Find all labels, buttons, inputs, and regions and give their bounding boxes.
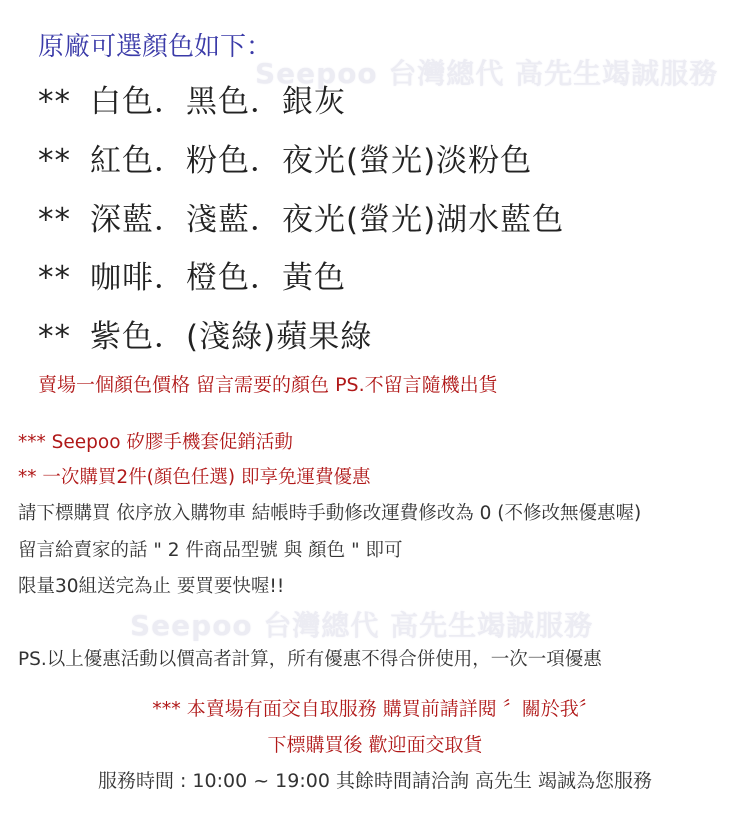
- watermark-middle: Seepoo 台灣總代 高先生竭誠服務: [130, 609, 594, 642]
- promo-message-note: 留言給賣家的話 " 2 件商品型號 與 顏色 " 即可: [18, 540, 403, 561]
- promo-headline: *** Seepoo 矽膠手機套促銷活動: [18, 432, 293, 453]
- color-options: 深藍．淺藍．夜光(螢光)湖水藍色: [90, 202, 565, 238]
- color-line-5: [38, 311, 372, 356]
- color-options: 紅色．粉色．夜光(螢光)淡粉色: [90, 143, 533, 179]
- color-note: 賣場一個顏色價格 留言需要的顏色 PS.不留言隨機出貨: [38, 374, 498, 396]
- color-line-1: [38, 76, 346, 121]
- service-hours: 服務時間 : 10:00 ~ 19:00 其餘時間請洽詢 高先生 竭誠為您服務: [97, 770, 653, 792]
- bullet-stars: **: [38, 202, 71, 238]
- bullet-stars: **: [38, 84, 71, 120]
- service-welcome: 下標購買後 歡迎面交取貨: [267, 734, 483, 756]
- color-line-4: [38, 252, 346, 297]
- service-pickup: *** 本賣場有面交自取服務 購買前請詳閱 〞關於我〞: [152, 698, 598, 720]
- watermark-top: Seepoo 台灣總代 高先生竭誠服務: [255, 57, 719, 90]
- color-options: 白色．黑色．銀灰: [90, 84, 346, 120]
- color-line-3: [38, 194, 564, 239]
- colors-title: 原廠可選顏色如下：: [38, 32, 273, 62]
- color-line-2: [38, 135, 532, 180]
- color-options: 咖啡．橙色．黃色: [90, 260, 346, 296]
- promo-ps: PS.以上優惠活動以價高者計算，所有優惠不得合併使用，一次一項優惠: [18, 649, 602, 670]
- promo-instruction: 請下標購買 依序放入購物車 結帳時手動修改運費修改為 0 (不修改無優惠喔): [18, 503, 642, 524]
- bullet-stars: **: [38, 260, 71, 296]
- bullet-stars: **: [38, 319, 71, 355]
- promo-limit: 限量30組送完為止 要買要快喔!!: [18, 576, 285, 597]
- bullet-stars: **: [38, 143, 71, 179]
- promo-offer: ** 一次購買2件(顏色任選) 即享免運費優惠: [18, 467, 371, 488]
- color-options: 紫色．(淺綠)蘋果綠: [90, 319, 373, 355]
